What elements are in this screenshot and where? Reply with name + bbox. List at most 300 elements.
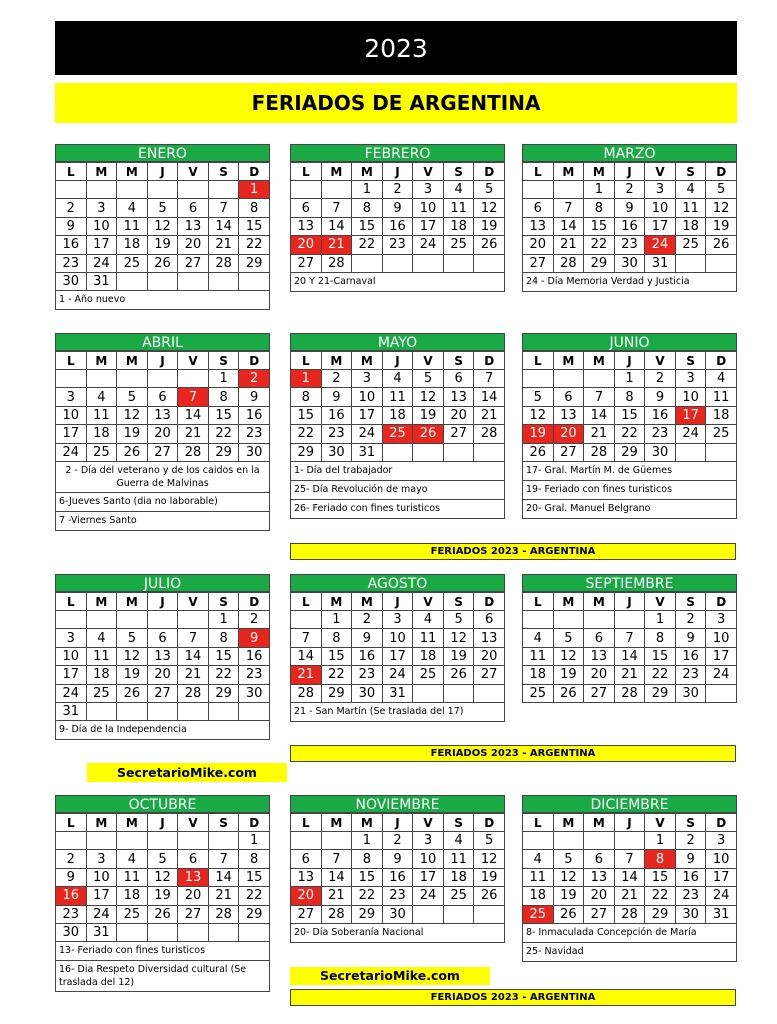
empty-cell <box>147 272 178 290</box>
weekday-label: V <box>413 593 444 611</box>
day-cell: 7 <box>614 850 645 868</box>
weekday-label: L <box>56 814 87 832</box>
day-cell: 22 <box>239 236 270 254</box>
day-cell: 29 <box>645 905 676 923</box>
day-cell: 7 <box>321 850 352 868</box>
day-cell: 27 <box>584 905 615 923</box>
day-cell: 19 <box>117 666 148 684</box>
empty-cell <box>474 443 505 461</box>
weekday-label: D <box>706 814 737 832</box>
day-cell: 10 <box>413 850 444 868</box>
day-cell: 5 <box>474 832 505 850</box>
day-cell: 20 <box>443 406 474 424</box>
day-cell: 29 <box>239 254 270 272</box>
day-cell: 29 <box>291 443 322 461</box>
weekday-label: S <box>675 352 706 370</box>
day-cell: 28 <box>321 254 352 272</box>
day-cell: 17 <box>56 425 87 443</box>
day-cell: 6 <box>291 199 322 217</box>
day-cell: 30 <box>352 684 383 702</box>
weekday-label: V <box>178 352 209 370</box>
day-cell: 4 <box>382 370 413 388</box>
weekday-label: J <box>614 163 645 181</box>
weekday-label: S <box>443 593 474 611</box>
weekday-label: J <box>147 352 178 370</box>
day-cell: 9 <box>239 388 270 406</box>
day-cell: 25 <box>443 236 474 254</box>
day-cell: 17 <box>413 868 444 886</box>
weekday-label: J <box>147 814 178 832</box>
day-cell: 14 <box>553 217 584 235</box>
day-cell: 3 <box>706 832 737 850</box>
day-cell: 21 <box>178 666 209 684</box>
month-header: MAYO <box>290 333 505 351</box>
holiday-note: 20- Día Soberanía Nacional <box>290 924 505 943</box>
weekday-label: M <box>584 163 615 181</box>
holiday-note: 6-Jueves Santo (dia no laborable) <box>55 493 270 512</box>
day-cell: 24 <box>675 425 706 443</box>
day-cell: 21 <box>321 887 352 905</box>
empty-cell <box>352 254 383 272</box>
empty-cell <box>474 684 505 702</box>
day-cell: 25 <box>413 666 444 684</box>
month-header: MARZO <box>522 144 737 162</box>
day-cell: 8 <box>239 199 270 217</box>
day-cell: 14 <box>614 868 645 886</box>
empty-cell <box>117 702 148 720</box>
day-cell: 10 <box>56 647 87 665</box>
empty-cell <box>443 684 474 702</box>
day-cell: 10 <box>86 868 117 886</box>
day-cell: 26 <box>474 887 505 905</box>
empty-cell <box>147 370 178 388</box>
day-cell: 5 <box>443 611 474 629</box>
month-day-grid <box>522 351 737 462</box>
page-title: FERIADOS DE ARGENTINA <box>251 91 541 115</box>
day-cell: 1 <box>321 611 352 629</box>
day-cell: 27 <box>474 666 505 684</box>
day-cell: 10 <box>352 388 383 406</box>
day-cell: 12 <box>474 850 505 868</box>
day-cell: 20 <box>147 666 178 684</box>
weekday-label: M <box>584 593 615 611</box>
weekday-label: J <box>614 593 645 611</box>
holiday-note: 9- Día de la Independencia <box>55 721 270 740</box>
day-cell: 21 <box>208 887 239 905</box>
day-cell: 10 <box>86 217 117 235</box>
month-header: OCTUBRE <box>55 795 270 813</box>
holiday-day: 19 <box>523 425 554 443</box>
weekday-label: D <box>706 352 737 370</box>
day-cell: 28 <box>614 905 645 923</box>
holiday-notes <box>290 703 505 722</box>
day-cell: 30 <box>675 684 706 702</box>
empty-cell <box>86 370 117 388</box>
holiday-notes <box>55 462 270 531</box>
holiday-day: 26 <box>413 425 444 443</box>
empty-cell <box>675 254 706 272</box>
day-cell: 4 <box>523 629 554 647</box>
day-cell: 18 <box>117 236 148 254</box>
day-cell: 23 <box>352 666 383 684</box>
weekday-label: V <box>413 814 444 832</box>
weekday-label: M <box>86 352 117 370</box>
empty-cell <box>553 611 584 629</box>
empty-cell <box>86 181 117 199</box>
day-cell: 17 <box>86 236 117 254</box>
day-cell: 18 <box>706 406 737 424</box>
empty-cell <box>208 832 239 850</box>
weekday-label: J <box>382 163 413 181</box>
day-cell: 26 <box>553 684 584 702</box>
day-cell: 29 <box>208 443 239 461</box>
month-junio <box>522 333 737 519</box>
day-cell: 16 <box>56 236 87 254</box>
day-cell: 28 <box>208 905 239 923</box>
day-cell: 5 <box>117 388 148 406</box>
day-cell: 17 <box>56 666 87 684</box>
day-cell: 20 <box>474 647 505 665</box>
day-cell: 28 <box>291 684 322 702</box>
day-cell: 1 <box>208 370 239 388</box>
day-cell: 8 <box>208 388 239 406</box>
holiday-note: 13- Feriado con fines turisticos <box>55 942 270 961</box>
holiday-day: 9 <box>239 629 270 647</box>
empty-cell <box>147 923 178 941</box>
weekday-label: L <box>56 593 87 611</box>
day-cell: 17 <box>86 887 117 905</box>
day-cell: 21 <box>614 666 645 684</box>
day-cell: 5 <box>147 199 178 217</box>
day-cell: 6 <box>291 850 322 868</box>
day-cell: 16 <box>382 217 413 235</box>
weekday-label: J <box>147 163 178 181</box>
year-title-bar <box>55 21 737 75</box>
day-cell: 17 <box>413 217 444 235</box>
holiday-day: 1 <box>239 181 270 199</box>
weekday-label: M <box>86 593 117 611</box>
day-cell: 15 <box>614 406 645 424</box>
day-cell: 31 <box>56 702 87 720</box>
day-cell: 23 <box>614 236 645 254</box>
day-cell: 18 <box>675 217 706 235</box>
day-cell: 11 <box>443 199 474 217</box>
day-cell: 19 <box>117 425 148 443</box>
weekday-label: V <box>645 814 676 832</box>
empty-cell <box>117 370 148 388</box>
day-cell: 25 <box>86 684 117 702</box>
day-cell: 11 <box>86 406 117 424</box>
holiday-day: 20 <box>291 887 322 905</box>
empty-cell <box>523 181 554 199</box>
day-cell: 5 <box>474 181 505 199</box>
weekday-label: V <box>413 352 444 370</box>
empty-cell <box>117 181 148 199</box>
holiday-note: 25- Navidad <box>522 943 737 962</box>
weekday-label: D <box>474 352 505 370</box>
empty-cell <box>239 923 270 941</box>
day-cell: 12 <box>553 647 584 665</box>
day-cell: 1 <box>239 832 270 850</box>
day-cell: 4 <box>443 832 474 850</box>
day-cell: 21 <box>178 425 209 443</box>
weekday-label: D <box>474 163 505 181</box>
day-cell: 6 <box>178 850 209 868</box>
weekday-label: D <box>239 163 270 181</box>
day-cell: 25 <box>523 684 554 702</box>
empty-cell <box>178 702 209 720</box>
day-cell: 17 <box>352 406 383 424</box>
holiday-note: 8- Inmaculada Concepción de María <box>522 924 737 943</box>
day-cell: 18 <box>117 887 148 905</box>
day-cell: 22 <box>239 887 270 905</box>
day-cell: 24 <box>86 254 117 272</box>
day-cell: 29 <box>645 684 676 702</box>
weekday-label: L <box>56 352 87 370</box>
day-cell: 19 <box>147 887 178 905</box>
day-cell: 12 <box>474 199 505 217</box>
empty-cell <box>675 443 706 461</box>
day-cell: 15 <box>645 647 676 665</box>
day-cell: 11 <box>523 868 554 886</box>
day-cell: 19 <box>443 647 474 665</box>
day-cell: 20 <box>147 425 178 443</box>
empty-cell <box>178 923 209 941</box>
day-cell: 14 <box>208 217 239 235</box>
holiday-notes <box>55 942 270 992</box>
day-cell: 9 <box>56 217 87 235</box>
day-cell: 16 <box>675 868 706 886</box>
day-cell: 8 <box>321 629 352 647</box>
day-cell: 8 <box>584 199 615 217</box>
day-cell: 5 <box>523 388 554 406</box>
day-cell: 23 <box>675 666 706 684</box>
day-cell: 24 <box>706 666 737 684</box>
weekday-label: J <box>382 593 413 611</box>
day-cell: 4 <box>523 850 554 868</box>
day-cell: 13 <box>147 647 178 665</box>
holiday-note: 21 - San Martín (Se traslada del 17) <box>290 703 505 722</box>
day-cell: 30 <box>614 254 645 272</box>
weekday-label: D <box>239 352 270 370</box>
weekday-label: M <box>553 814 584 832</box>
day-cell: 11 <box>117 868 148 886</box>
day-cell: 17 <box>382 647 413 665</box>
day-cell: 19 <box>413 406 444 424</box>
empty-cell <box>208 181 239 199</box>
day-cell: 14 <box>208 868 239 886</box>
weekday-label: S <box>208 163 239 181</box>
day-cell: 25 <box>117 254 148 272</box>
day-cell: 29 <box>614 443 645 461</box>
holiday-note: 1- Día del trabajador <box>290 462 505 481</box>
weekday-label: M <box>86 814 117 832</box>
holiday-notes <box>290 462 505 519</box>
day-cell: 5 <box>117 629 148 647</box>
day-cell: 18 <box>86 425 117 443</box>
day-cell: 13 <box>474 629 505 647</box>
day-cell: 14 <box>614 647 645 665</box>
day-cell: 1 <box>352 181 383 199</box>
weekday-label: L <box>523 163 554 181</box>
day-cell: 5 <box>706 181 737 199</box>
day-cell: 27 <box>443 425 474 443</box>
day-cell: 20 <box>523 236 554 254</box>
day-cell: 15 <box>352 217 383 235</box>
day-cell: 24 <box>413 236 444 254</box>
day-cell: 22 <box>208 666 239 684</box>
day-cell: 12 <box>117 647 148 665</box>
day-cell: 10 <box>675 388 706 406</box>
weekday-label: V <box>645 352 676 370</box>
day-cell: 1 <box>645 611 676 629</box>
empty-cell <box>443 905 474 923</box>
day-cell: 8 <box>614 388 645 406</box>
day-cell: 11 <box>117 217 148 235</box>
weekday-label: M <box>352 593 383 611</box>
day-cell: 25 <box>86 443 117 461</box>
day-cell: 2 <box>321 370 352 388</box>
weekday-label: M <box>584 352 615 370</box>
month-septiembre <box>522 574 737 703</box>
day-cell: 21 <box>614 887 645 905</box>
day-cell: 2 <box>239 611 270 629</box>
day-cell: 30 <box>239 684 270 702</box>
day-cell: 16 <box>614 217 645 235</box>
holiday-day: 2 <box>239 370 270 388</box>
day-cell: 6 <box>584 629 615 647</box>
weekday-label: V <box>178 593 209 611</box>
day-cell: 15 <box>239 868 270 886</box>
day-cell: 25 <box>675 236 706 254</box>
empty-cell <box>474 905 505 923</box>
day-cell: 26 <box>117 684 148 702</box>
holiday-note: 20- Gral. Manuel Belgrano <box>522 500 737 519</box>
day-cell: 17 <box>706 647 737 665</box>
holiday-note: 20 Y 21-Carnaval <box>290 273 505 292</box>
day-cell: 18 <box>443 868 474 886</box>
weekday-label: M <box>352 352 383 370</box>
empty-cell <box>584 370 615 388</box>
empty-cell <box>291 832 322 850</box>
day-cell: 13 <box>291 217 322 235</box>
weekday-label: M <box>117 593 148 611</box>
day-cell: 31 <box>352 443 383 461</box>
day-cell: 7 <box>584 388 615 406</box>
month-octubre <box>55 795 270 992</box>
day-cell: 13 <box>178 217 209 235</box>
day-cell: 28 <box>614 684 645 702</box>
month-header: ENERO <box>55 144 270 162</box>
day-cell: 31 <box>382 684 413 702</box>
day-cell: 30 <box>56 923 87 941</box>
day-cell: 14 <box>291 647 322 665</box>
day-cell: 18 <box>86 666 117 684</box>
day-cell: 6 <box>523 199 554 217</box>
day-cell: 16 <box>239 647 270 665</box>
day-cell: 13 <box>553 406 584 424</box>
weekday-label: L <box>523 352 554 370</box>
day-cell: 28 <box>584 443 615 461</box>
day-cell: 4 <box>117 199 148 217</box>
month-header: AGOSTO <box>290 574 505 592</box>
weekday-label: J <box>614 352 645 370</box>
day-cell: 30 <box>645 443 676 461</box>
day-cell: 24 <box>56 684 87 702</box>
day-cell: 14 <box>321 868 352 886</box>
weekday-label: S <box>443 352 474 370</box>
day-cell: 27 <box>178 254 209 272</box>
day-cell: 21 <box>584 425 615 443</box>
day-cell: 26 <box>147 254 178 272</box>
holiday-day: 25 <box>382 425 413 443</box>
weekday-label: J <box>614 814 645 832</box>
day-cell: 16 <box>675 647 706 665</box>
day-cell: 27 <box>553 443 584 461</box>
day-cell: 10 <box>706 629 737 647</box>
month-day-grid <box>55 351 270 462</box>
day-cell: 20 <box>584 887 615 905</box>
day-cell: 30 <box>239 443 270 461</box>
weekday-label: D <box>706 163 737 181</box>
holiday-notes <box>55 291 270 310</box>
day-cell: 21 <box>553 236 584 254</box>
empty-cell <box>208 272 239 290</box>
month-day-grid <box>522 162 737 273</box>
month-abril <box>55 333 270 531</box>
day-cell: 24 <box>352 425 383 443</box>
day-cell: 25 <box>443 887 474 905</box>
empty-cell <box>178 370 209 388</box>
day-cell: 4 <box>706 370 737 388</box>
month-header: DICIEMBRE <box>522 795 737 813</box>
day-cell: 7 <box>291 629 322 647</box>
day-cell: 7 <box>178 629 209 647</box>
month-header: FEBRERO <box>290 144 505 162</box>
day-cell: 26 <box>474 236 505 254</box>
day-cell: 16 <box>382 868 413 886</box>
holiday-note: 2 - Día del veterano y de los caidos en la Guerra de Malvinas <box>55 462 270 493</box>
empty-cell <box>553 181 584 199</box>
day-cell: 18 <box>443 217 474 235</box>
day-cell: 17 <box>706 868 737 886</box>
month-marzo <box>522 144 737 292</box>
weekday-label: M <box>117 352 148 370</box>
weekday-label: D <box>239 593 270 611</box>
day-cell: 10 <box>413 199 444 217</box>
day-cell: 15 <box>321 647 352 665</box>
month-febrero <box>290 144 505 292</box>
page-title-bar <box>55 83 737 123</box>
day-cell: 15 <box>645 868 676 886</box>
day-cell: 26 <box>553 905 584 923</box>
day-cell: 31 <box>645 254 676 272</box>
empty-cell <box>147 832 178 850</box>
weekday-label: M <box>553 593 584 611</box>
day-cell: 3 <box>86 850 117 868</box>
empty-cell <box>117 832 148 850</box>
day-cell: 2 <box>645 370 676 388</box>
day-cell: 23 <box>382 887 413 905</box>
day-cell: 15 <box>584 217 615 235</box>
empty-cell <box>208 702 239 720</box>
day-cell: 13 <box>443 388 474 406</box>
day-cell: 3 <box>86 199 117 217</box>
day-cell: 24 <box>56 443 87 461</box>
holiday-day: 25 <box>523 905 554 923</box>
weekday-label: D <box>706 593 737 611</box>
empty-cell <box>239 272 270 290</box>
